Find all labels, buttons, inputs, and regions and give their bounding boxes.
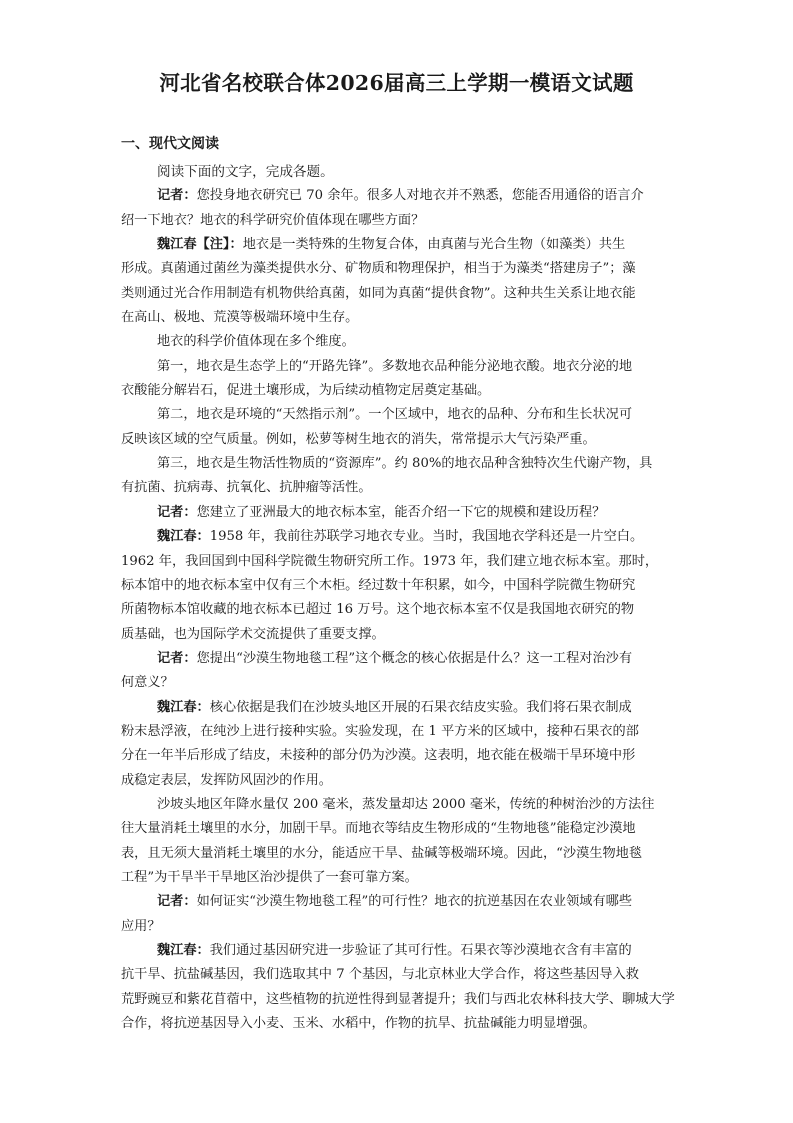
- paragraph-line: 质基础，也为国际学术交流提供了重要支撑。: [121, 626, 385, 642]
- paragraph-line: 类则通过光合作用制造有机物供给真菌，如同为真菌“提供食物”。这种共生关系让地衣能: [121, 285, 636, 301]
- paragraph-line: 所菌物标本馆收藏的地衣标本已超过 16 万号。这个地衣标本室不仅是我国地衣研究的物: [121, 602, 635, 618]
- paragraph-line: 第一，地衣是生态学上的“开路先锋”。多数地衣品种能分泌地衣酸。地衣分泌的地: [157, 358, 633, 374]
- paragraph-line: 地衣的科学价值体现在多个维度。: [157, 334, 355, 350]
- paragraph-line: 记者：您提出“沙漠生物地毯工程”这个概念的核心依据是什么？这一工程对治沙有: [157, 650, 633, 666]
- paragraph-line: 魏江春【注】：地衣是一类特殊的生物复合体，由真菌与光合生物（如藻类）共生: [157, 237, 626, 253]
- paragraph-line: 抗干旱、抗盐碱基因，我们选取其中 7 个基因，与北京林业大学合作，将这些基因导入救: [121, 967, 639, 983]
- paragraph-line: 何意义？: [121, 675, 174, 691]
- paragraph-line: 记者：您建立了亚洲最大的地衣标本室，能否介绍一下它的规模和建设历程？: [157, 504, 606, 520]
- speaker-label: 记者：: [157, 504, 197, 520]
- paragraph-line: 粉末悬浮液，在纯沙上进行接种实验。实验发现，在 1 平方米的区域中，接种石果衣的部: [121, 723, 639, 739]
- paragraph-line: 1962 年，我回国到中国科学院微生物研究所工作。1973 年，我们建立地衣标本室。那时，: [121, 553, 659, 569]
- paragraph-line: 记者：您投身地衣研究已 70 余年。很多人对地衣并不熟悉，您能否用通俗的语言介: [157, 188, 644, 204]
- page-title: 河北省名校联合体2026届高三上学期一模语文试题: [159, 71, 634, 95]
- paragraph-line: 标本馆中的地衣标本室中仅有三个木柜。经过数十年积累，如今，中国科学院微生物研究: [121, 577, 636, 593]
- paragraph-line: 表，且无须大量消耗土壤里的水分，能适应干旱、盐碱等极端环境。因此，“沙漠生物地毯: [121, 845, 643, 861]
- paragraph-line: 分在一年半后形成了结皮，未接种的部分仍为沙漠。这表明，地衣能在极端干旱环境中形: [121, 748, 636, 764]
- paragraph-line: 魏江春：核心依据是我们在沙坡头地区开展的石果衣结皮实验。我们将石果衣制成: [157, 699, 632, 715]
- speaker-label: 魏江春：: [157, 529, 210, 545]
- paragraph-line: 成稳定表层，发挥防风固沙的作用。: [121, 772, 332, 788]
- paragraph-line: 工程”为干旱半干旱地区治沙提供了一套可靠方案。: [121, 869, 418, 885]
- speaker-label: 魏江春【注】：: [157, 237, 243, 253]
- paragraph-line: 衣酸能分解岩石，促进土壤形成，为后续动植物定居奠定基础。: [121, 383, 491, 399]
- paragraph-line: 第三，地衣是生物活性物质的“资源库”。约 80%的地衣品种含独特次生代谢产物，具: [157, 456, 653, 472]
- paragraph-line: 第二，地衣是环境的“天然指示剂”。一个区域中，地衣的品种、分布和生长状况可: [157, 407, 633, 423]
- speaker-label: 魏江春：: [157, 943, 210, 958]
- speaker-label: 记者：: [157, 188, 197, 204]
- intro-line: 阅读下面的文字，完成各题。: [157, 164, 334, 180]
- paragraph-line: 往大量消耗土壤里的水分，加剧干旱。而地衣等结皮生物形成的“生物地毯”能稳定沙漠地: [121, 821, 636, 837]
- speaker-label: 记者：: [157, 894, 197, 910]
- paragraph-line: 形成。真菌通过菌丝为藻类提供水分、矿物质和物理保护，相当于为藻类“搭建房子”；藻: [121, 261, 636, 277]
- paragraph-line: 荒野豌豆和紫花苜蓿中，这些植物的抗逆性得到显著提升；我们与西北农林科技大学、聊城大学: [121, 991, 675, 1007]
- article-body: [121, 160, 677, 1036]
- paragraph-line: 魏江春：1958 年，我前往苏联学习地衣专业。当时，我国地衣学科还是一片空白。: [157, 529, 644, 545]
- paragraph-line: 魏江春：我们通过基因研究进一步验证了其可行性。石果衣等沙漠地衣含有丰富的: [157, 943, 632, 958]
- paragraph-line: 合作，将抗逆基因导入小麦、玉米、水稻中，作物的抗旱、抗盐碱能力明显增强。: [121, 1016, 596, 1032]
- paragraph-line: 记者：如何证实“沙漠生物地毯工程”的可行性？地衣的抗逆基因在农业领域有哪些: [157, 894, 633, 910]
- paragraph-line: 在高山、极地、荒漠等极端环境中生存。: [121, 310, 359, 326]
- speaker-label: 魏江春：: [157, 699, 210, 715]
- paragraph-line: 反映该区域的空气质量。例如，松萝等树生地衣的消失，常常提示大气污染严重。: [121, 431, 596, 447]
- section-heading: 一、现代文阅读: [121, 136, 219, 152]
- paragraph-line: 绍一下地衣？地衣的科学研究价值体现在哪些方面？: [121, 212, 425, 228]
- paragraph-line: 有抗菌、抗病毒、抗氧化、抗肿瘤等活性。: [121, 480, 372, 496]
- speaker-label: 记者：: [157, 650, 197, 666]
- paragraph-line: 沙坡头地区年降水量仅 200 毫米，蒸发量却达 2000 毫米，传统的种树治沙的方法往: [157, 796, 655, 812]
- paragraph-line: 应用？: [121, 918, 161, 934]
